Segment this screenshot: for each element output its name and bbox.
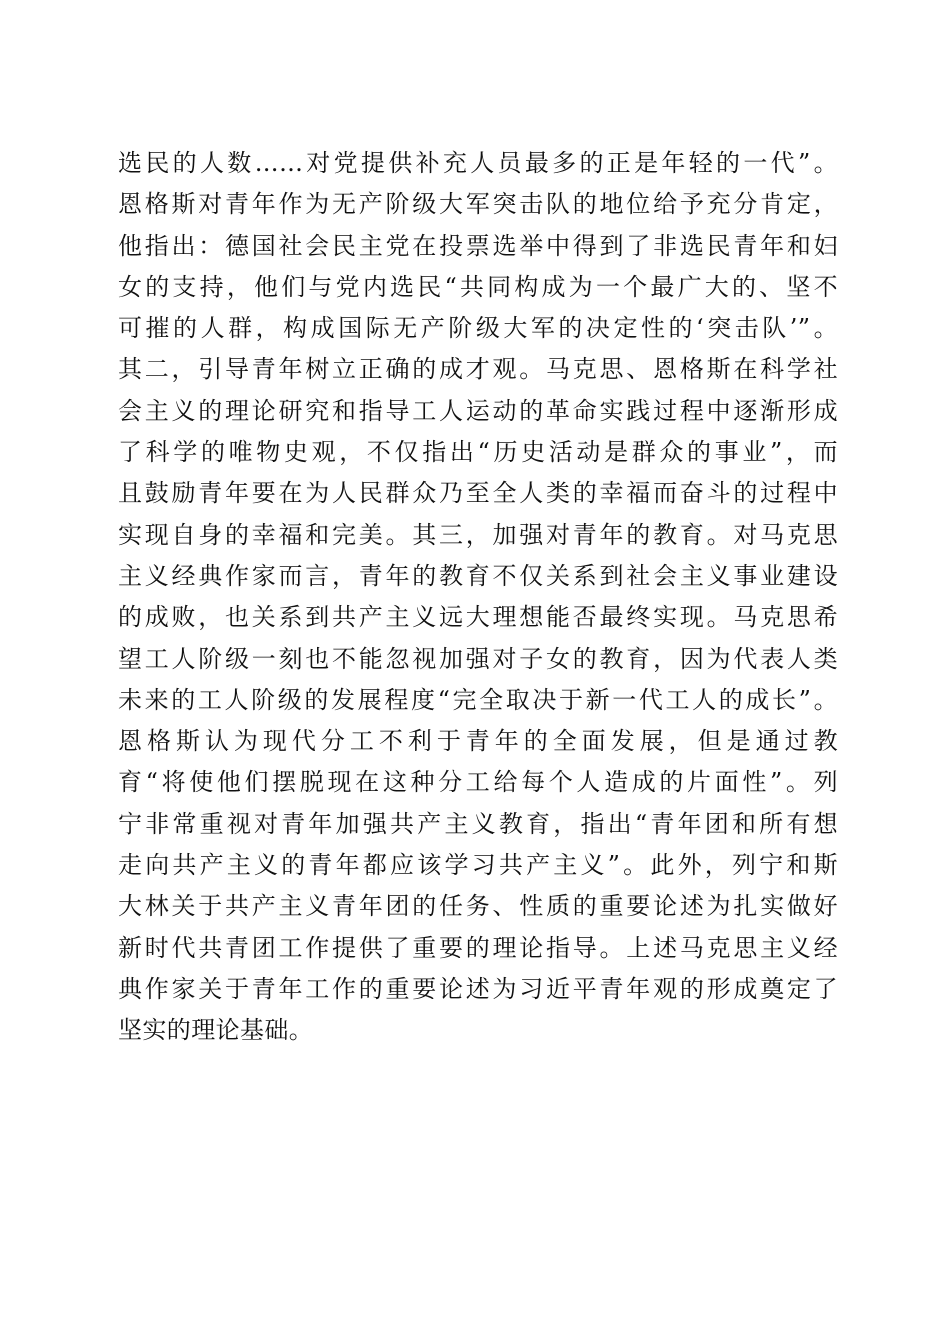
text-line: 望工人阶级一刻也不能忽视加强对子女的教育，因为代表人类 xyxy=(118,644,838,673)
text-line-last: 坚实的理论基础。 xyxy=(118,1016,314,1045)
text-line: 他指出：德国社会民主党在投票选举中得到了非选民青年和妇 xyxy=(118,231,838,260)
text-line: 了科学的唯物史观，不仅指出“历史活动是群众的事业”，而 xyxy=(118,438,838,467)
text-line: 恩格斯对青年作为无产阶级大军突击队的地位给予充分肯定， xyxy=(118,190,838,219)
text-line: 恩格斯认为现代分工不利于青年的全面发展，但是通过教 xyxy=(118,727,838,756)
text-line: 可摧的人群，构成国际无产阶级大军的决定性的‘突击队’”。 xyxy=(118,314,838,343)
text-line: 的成败，也关系到共产主义远大理想能否最终实现。马克思希 xyxy=(118,603,838,632)
text-line: 选民的人数……对党提供补充人员最多的正是年轻的一代”。 xyxy=(118,149,838,177)
text-line: 育“将使他们摆脱现在这种分工给每个人造成的片面性”。列 xyxy=(118,768,838,797)
text-line: 其二，引导青年树立正确的成才观。马克思、恩格斯在科学社 xyxy=(118,355,838,384)
text-line: 会主义的理论研究和指导工人运动的革命实践过程中逐渐形成 xyxy=(118,396,838,425)
text-line: 且鼓励青年要在为人民群众乃至全人类的幸福而奋斗的过程中 xyxy=(118,479,838,508)
text-line: 走向共产主义的青年都应该学习共产主义”。此外，列宁和斯 xyxy=(118,851,838,880)
text-line: 未来的工人阶级的发展程度“完全取决于新一代工人的成长”。 xyxy=(118,685,838,714)
text-line: 主义经典作家而言，青年的教育不仅关系到社会主义事业建设 xyxy=(118,561,838,590)
text-line: 典作家关于青年工作的重要论述为习近平青年观的形成奠定了 xyxy=(118,974,838,1003)
text-line: 宁非常重视对青年加强共产主义教育，指出“青年团和所有想 xyxy=(118,809,838,838)
text-line: 新时代共青团工作提供了重要的理论指导。上述马克思主义经 xyxy=(118,933,838,962)
text-line: 女的支持，他们与党内选民“共同构成为一个最广大的、坚不 xyxy=(118,272,838,301)
text-line: 实现自身的幸福和完美。其三，加强对青年的教育。对马克思 xyxy=(118,520,838,549)
body-text xyxy=(118,143,838,1052)
text-line: 大林关于共产主义青年团的任务、性质的重要论述为扎实做好 xyxy=(118,892,838,921)
